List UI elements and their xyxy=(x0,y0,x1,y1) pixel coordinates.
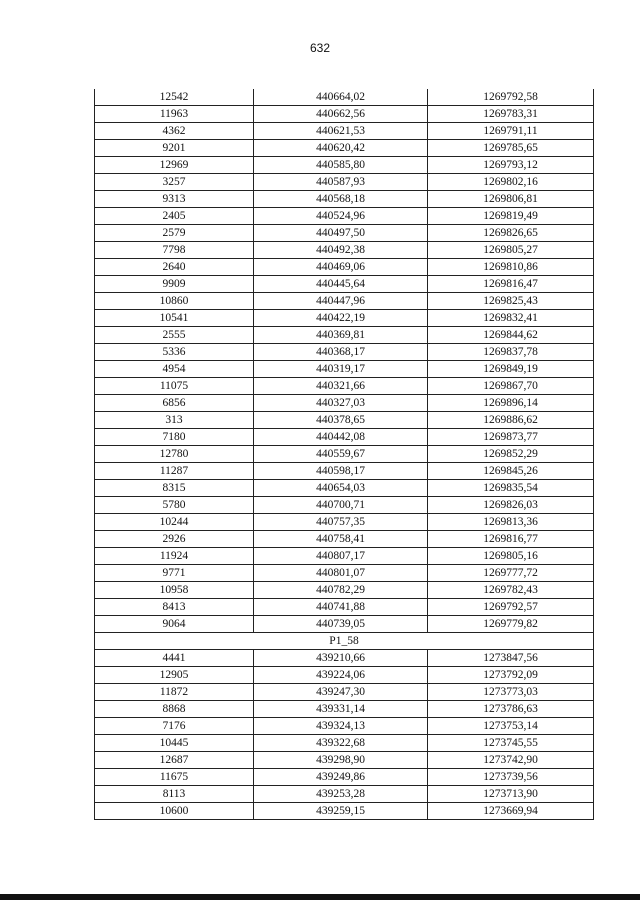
y-coordinate-cell: 1269802,16 xyxy=(428,174,594,191)
table-row xyxy=(95,803,594,820)
y-coordinate-cell: 1269826,03 xyxy=(428,497,594,514)
point-id-cell: 10860 xyxy=(95,293,254,310)
table-row xyxy=(95,667,594,684)
point-id-cell: 11675 xyxy=(95,769,254,786)
table-row xyxy=(95,225,594,242)
y-coordinate-cell: 1273739,56 xyxy=(428,769,594,786)
point-id-cell: 4362 xyxy=(95,123,254,140)
x-coordinate-cell: 439247,30 xyxy=(254,684,428,701)
y-coordinate-cell: 1269782,43 xyxy=(428,582,594,599)
y-coordinate-cell: 1269844,62 xyxy=(428,327,594,344)
y-coordinate-cell: 1273792,09 xyxy=(428,667,594,684)
point-id-cell: 12905 xyxy=(95,667,254,684)
y-coordinate-cell: 1269849,19 xyxy=(428,361,594,378)
table-row xyxy=(95,701,594,718)
x-coordinate-cell: 440378,65 xyxy=(254,412,428,429)
x-coordinate-cell: 440758,41 xyxy=(254,531,428,548)
point-id-cell: 9909 xyxy=(95,276,254,293)
y-coordinate-cell: 1269805,27 xyxy=(428,242,594,259)
x-coordinate-cell: 440442,08 xyxy=(254,429,428,446)
x-coordinate-cell: 440369,81 xyxy=(254,327,428,344)
y-coordinate-cell: 1269777,72 xyxy=(428,565,594,582)
y-coordinate-cell: 1269832,41 xyxy=(428,310,594,327)
x-coordinate-cell: 440782,29 xyxy=(254,582,428,599)
y-coordinate-cell: 1269791,11 xyxy=(428,123,594,140)
y-coordinate-cell: 1269867,70 xyxy=(428,378,594,395)
y-coordinate-cell: 1269852,29 xyxy=(428,446,594,463)
y-coordinate-cell: 1273713,90 xyxy=(428,786,594,803)
table-row xyxy=(95,582,594,599)
y-coordinate-cell: 1273847,56 xyxy=(428,650,594,667)
y-coordinate-cell: 1269896,14 xyxy=(428,395,594,412)
point-id-cell: 12780 xyxy=(95,446,254,463)
page-number: 632 xyxy=(309,41,331,55)
table-row xyxy=(95,752,594,769)
x-coordinate-cell: 439253,28 xyxy=(254,786,428,803)
x-coordinate-cell: 439322,68 xyxy=(254,735,428,752)
point-id-cell: 4954 xyxy=(95,361,254,378)
point-id-cell: 10541 xyxy=(95,310,254,327)
y-coordinate-cell: 1269785,65 xyxy=(428,140,594,157)
x-coordinate-cell: 440585,80 xyxy=(254,157,428,174)
coordinates-table-body xyxy=(95,89,594,820)
point-id-cell: 8868 xyxy=(95,701,254,718)
point-id-cell: 11075 xyxy=(95,378,254,395)
table-row xyxy=(95,412,594,429)
table-row xyxy=(95,497,594,514)
y-coordinate-cell: 1273773,03 xyxy=(428,684,594,701)
point-id-cell: 9201 xyxy=(95,140,254,157)
x-coordinate-cell: 440319,17 xyxy=(254,361,428,378)
table-row xyxy=(95,276,594,293)
x-coordinate-cell: 440587,93 xyxy=(254,174,428,191)
x-coordinate-cell: 440621,53 xyxy=(254,123,428,140)
y-coordinate-cell: 1269792,58 xyxy=(428,89,594,106)
table-row xyxy=(95,599,594,616)
point-id-cell: 2926 xyxy=(95,531,254,548)
table-row xyxy=(95,395,594,412)
x-coordinate-cell: 440327,03 xyxy=(254,395,428,412)
y-coordinate-cell: 1273786,63 xyxy=(428,701,594,718)
y-coordinate-cell: 1269779,82 xyxy=(428,616,594,633)
table-row xyxy=(95,650,594,667)
point-id-cell: 7180 xyxy=(95,429,254,446)
table-row xyxy=(95,157,594,174)
y-coordinate-cell: 1273745,55 xyxy=(428,735,594,752)
point-id-cell: 9064 xyxy=(95,616,254,633)
scan-bottom-edge xyxy=(0,894,640,900)
point-id-cell: 10244 xyxy=(95,514,254,531)
table-row xyxy=(95,140,594,157)
point-id-cell: 9771 xyxy=(95,565,254,582)
point-id-cell: 11924 xyxy=(95,548,254,565)
point-id-cell: 2579 xyxy=(95,225,254,242)
table-row xyxy=(95,616,594,633)
point-id-cell: 9313 xyxy=(95,191,254,208)
point-id-cell: 10600 xyxy=(95,803,254,820)
table-row xyxy=(95,514,594,531)
x-coordinate-cell: 440368,17 xyxy=(254,344,428,361)
table-row xyxy=(95,718,594,735)
table-row xyxy=(95,429,594,446)
table-row xyxy=(95,259,594,276)
point-id-cell: 8413 xyxy=(95,599,254,616)
point-id-cell: 12542 xyxy=(95,89,254,106)
point-id-cell: 12687 xyxy=(95,752,254,769)
x-coordinate-cell: 440741,88 xyxy=(254,599,428,616)
x-coordinate-cell: 440559,67 xyxy=(254,446,428,463)
point-id-cell: 5336 xyxy=(95,344,254,361)
point-id-cell: 10445 xyxy=(95,735,254,752)
table-row xyxy=(95,480,594,497)
table-row xyxy=(95,89,594,106)
point-id-cell: 4441 xyxy=(95,650,254,667)
y-coordinate-cell: 1269825,43 xyxy=(428,293,594,310)
table-row xyxy=(95,769,594,786)
point-id-cell: 2405 xyxy=(95,208,254,225)
x-coordinate-cell: 440801,07 xyxy=(254,565,428,582)
x-coordinate-cell: 439210,66 xyxy=(254,650,428,667)
x-coordinate-cell: 439259,15 xyxy=(254,803,428,820)
table-row xyxy=(95,106,594,123)
table-row xyxy=(95,684,594,701)
y-coordinate-cell: 1269819,49 xyxy=(428,208,594,225)
table-row xyxy=(95,565,594,582)
table-row xyxy=(95,735,594,752)
table-row xyxy=(95,191,594,208)
x-coordinate-cell: 440757,35 xyxy=(254,514,428,531)
table-row xyxy=(95,293,594,310)
x-coordinate-cell: 440739,05 xyxy=(254,616,428,633)
table-row xyxy=(95,463,594,480)
x-coordinate-cell: 440497,50 xyxy=(254,225,428,242)
table-row xyxy=(95,344,594,361)
coordinates-table xyxy=(94,89,594,820)
x-coordinate-cell: 440321,66 xyxy=(254,378,428,395)
x-coordinate-cell: 440422,19 xyxy=(254,310,428,327)
point-id-cell: 7798 xyxy=(95,242,254,259)
x-coordinate-cell: 440620,42 xyxy=(254,140,428,157)
point-id-cell: 313 xyxy=(95,412,254,429)
y-coordinate-cell: 1273742,90 xyxy=(428,752,594,769)
x-coordinate-cell: 439324,13 xyxy=(254,718,428,735)
x-coordinate-cell: 440445,64 xyxy=(254,276,428,293)
table-row xyxy=(95,327,594,344)
y-coordinate-cell: 1269845,26 xyxy=(428,463,594,480)
x-coordinate-cell: 440662,56 xyxy=(254,106,428,123)
y-coordinate-cell: 1269873,77 xyxy=(428,429,594,446)
table-row xyxy=(95,361,594,378)
x-coordinate-cell: 439249,86 xyxy=(254,769,428,786)
table-row xyxy=(95,786,594,803)
table-row xyxy=(95,174,594,191)
x-coordinate-cell: 440598,17 xyxy=(254,463,428,480)
point-id-cell: 8113 xyxy=(95,786,254,803)
x-coordinate-cell: 440492,38 xyxy=(254,242,428,259)
section-heading: P1_58 xyxy=(95,633,594,650)
x-coordinate-cell: 440664,02 xyxy=(254,89,428,106)
y-coordinate-cell: 1269886,62 xyxy=(428,412,594,429)
point-id-cell: 5780 xyxy=(95,497,254,514)
y-coordinate-cell: 1269816,47 xyxy=(428,276,594,293)
y-coordinate-cell: 1269835,54 xyxy=(428,480,594,497)
section-heading-row xyxy=(95,633,594,650)
point-id-cell: 11287 xyxy=(95,463,254,480)
y-coordinate-cell: 1269792,57 xyxy=(428,599,594,616)
point-id-cell: 12969 xyxy=(95,157,254,174)
table-row xyxy=(95,548,594,565)
x-coordinate-cell: 440469,06 xyxy=(254,259,428,276)
x-coordinate-cell: 440807,17 xyxy=(254,548,428,565)
point-id-cell: 11872 xyxy=(95,684,254,701)
x-coordinate-cell: 439298,90 xyxy=(254,752,428,769)
point-id-cell: 7176 xyxy=(95,718,254,735)
table-row xyxy=(95,310,594,327)
x-coordinate-cell: 440568,18 xyxy=(254,191,428,208)
y-coordinate-cell: 1269826,65 xyxy=(428,225,594,242)
y-coordinate-cell: 1273753,14 xyxy=(428,718,594,735)
y-coordinate-cell: 1269813,36 xyxy=(428,514,594,531)
table-row xyxy=(95,531,594,548)
x-coordinate-cell: 440700,71 xyxy=(254,497,428,514)
y-coordinate-cell: 1269837,78 xyxy=(428,344,594,361)
y-coordinate-cell: 1269810,86 xyxy=(428,259,594,276)
y-coordinate-cell: 1269816,77 xyxy=(428,531,594,548)
point-id-cell: 10958 xyxy=(95,582,254,599)
table-row xyxy=(95,242,594,259)
point-id-cell: 6856 xyxy=(95,395,254,412)
table-row xyxy=(95,378,594,395)
point-id-cell: 3257 xyxy=(95,174,254,191)
x-coordinate-cell: 439331,14 xyxy=(254,701,428,718)
table-row xyxy=(95,446,594,463)
point-id-cell: 8315 xyxy=(95,480,254,497)
y-coordinate-cell: 1269783,31 xyxy=(428,106,594,123)
y-coordinate-cell: 1269806,81 xyxy=(428,191,594,208)
y-coordinate-cell: 1273669,94 xyxy=(428,803,594,820)
x-coordinate-cell: 440654,03 xyxy=(254,480,428,497)
y-coordinate-cell: 1269793,12 xyxy=(428,157,594,174)
x-coordinate-cell: 440447,96 xyxy=(254,293,428,310)
table-row xyxy=(95,123,594,140)
point-id-cell: 11963 xyxy=(95,106,254,123)
point-id-cell: 2640 xyxy=(95,259,254,276)
y-coordinate-cell: 1269805,16 xyxy=(428,548,594,565)
table-row xyxy=(95,208,594,225)
point-id-cell: 2555 xyxy=(95,327,254,344)
x-coordinate-cell: 440524,96 xyxy=(254,208,428,225)
x-coordinate-cell: 439224,06 xyxy=(254,667,428,684)
